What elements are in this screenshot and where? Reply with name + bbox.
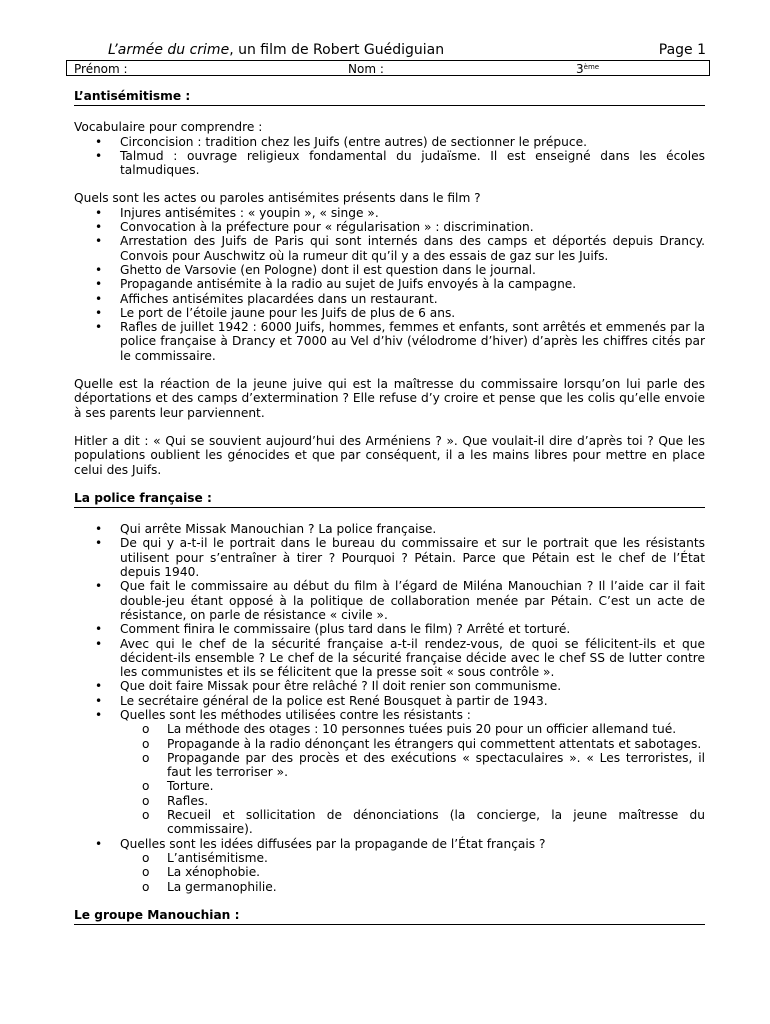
list-item: • De qui y a-t-il le portrait dans le bureau du commissaire et sur le portrait que les résistants utilisent pour s’entraîner à tirer ? Pourquoi ? Pétain. Parce que Pétain est le chef de l’État depuis 1940. bbox=[74, 536, 705, 579]
page-number: Page 1 bbox=[658, 42, 706, 58]
film-title bbox=[108, 42, 444, 58]
list-item: • Propagande antisémite à la radio au sujet de Juifs envoyés à la campagne. bbox=[74, 277, 705, 291]
classe-label bbox=[576, 61, 599, 77]
acts-list bbox=[74, 206, 705, 363]
list-item: • Rafles de juillet 1942 : 6000 Juifs, hommes, femmes et enfants, sont arrêtés et emmenés par la police française à Drancy et 7000 au Vel d’hiv (vélodrome d’hiver) d’après les chiffres cités par le commissaire. bbox=[74, 320, 705, 363]
sub-list-item: o La xénophobie. bbox=[74, 865, 705, 879]
list-item: • Qui arrête Missak Manouchian ? La police française. bbox=[74, 522, 705, 536]
section-title-antisemitisme: L’antisémitisme : bbox=[74, 89, 705, 106]
sub-list-item: o Torture. bbox=[74, 779, 705, 793]
vocab-item: • Talmud : ouvrage religieux fondamental du judaïsme. Il est enseigné dans les écoles talmudiques. bbox=[74, 149, 705, 178]
list-item: • Que doit faire Missak pour être relâché ? Il doit renier son communisme. bbox=[74, 679, 705, 693]
list-item: • Convocation à la préfecture pour « régularisation » : discrimination. bbox=[74, 220, 705, 234]
vocab-list bbox=[74, 135, 705, 178]
list-item: • Injures antisémites : « youpin », « singe ». bbox=[74, 206, 705, 220]
police-list bbox=[74, 522, 705, 894]
question-hitler: Hitler a dit : « Qui se souvient aujourd’hui des Arméniens ? ». Que voulait-il dire d’après toi ? Que les populations oublient les génocides et que par conséquent, il a les mains libres pour mettre en place celui des Juifs. bbox=[74, 433, 705, 477]
methods-question: Quelles sont les méthodes utilisées contre les résistants : bbox=[120, 707, 471, 722]
sub-list-item: o La germanophilie. bbox=[74, 880, 705, 894]
list-item: • Ghetto de Varsovie (en Pologne) dont il est question dans le journal. bbox=[74, 263, 705, 277]
sub-list-item: o Propagande par des procès et des exécutions « spectaculaires ». « Les terroristes, il faut les terroriser ». bbox=[74, 751, 705, 780]
list-item: • Comment finira le commissaire (plus tard dans le film) ? Arrêté et torturé. bbox=[74, 622, 705, 636]
classe-sup: ème bbox=[583, 63, 600, 71]
list-item: • Que fait le commissaire au début du film à l’égard de Miléna Manouchian ? Il l’aide car il fait double-jeu étant opposé à la politique de collaboration menée par Pétain. C’est un acte de résistance, on parle de résistance « civile ». bbox=[74, 579, 705, 622]
sub-list-item: o Propagande à la radio dénonçant les étrangers qui commettent attentats et sabotages. bbox=[74, 737, 705, 751]
sub-list-item: o La méthode des otages : 10 personnes tuées puis 20 pour un officier allemand tué. bbox=[74, 722, 705, 736]
list-item: • Arrestation des Juifs de Paris qui sont internés dans des camps et déportés depuis Drancy. Convois pour Auschwitz où la rumeur dit qu’il y a des essais de gaz sur les Juifs. bbox=[74, 234, 705, 263]
nom-label: Nom : bbox=[348, 62, 384, 76]
prenom-label: Prénom : bbox=[74, 62, 128, 76]
sub-list-item: o L’antisémitisme. bbox=[74, 851, 705, 865]
list-item: • Le secrétaire général de la police est René Bousquet à partir de 1943. bbox=[74, 694, 705, 708]
classe-value: 3 bbox=[576, 62, 584, 76]
ideas-question: Quelles sont les idées diffusées par la propagande de l’État français ? bbox=[120, 836, 546, 851]
list-item: • Affiches antisémites placardées dans un restaurant. bbox=[74, 292, 705, 306]
student-info-box bbox=[66, 60, 710, 76]
ideas-list bbox=[120, 851, 705, 894]
sub-list-item: o Recueil et sollicitation de dénonciations (la concierge, la jeune maîtresse du commissaire). bbox=[74, 808, 705, 837]
vocab-item: • Circoncision : tradition chez les Juifs (entre autres) de sectionner le prépuce. bbox=[74, 135, 705, 149]
list-item: • Avec qui le chef de la sécurité française a-t-il rendez-vous, de quoi se félicitent-ils et que décident-ils ensemble ? Le chef de la sécurité française décide avec le chef SS de lutter contre les communistes et ils se félicitent que la presse soit « sous contrôle ». bbox=[74, 637, 705, 680]
section-title-groupe: Le groupe Manouchian : bbox=[74, 908, 705, 925]
question-acts: Quels sont les actes ou paroles antisémites présents dans le film ? bbox=[74, 191, 481, 206]
vocab-intro: Vocabulaire pour comprendre : bbox=[74, 120, 263, 135]
methods-list bbox=[120, 722, 705, 836]
document-body bbox=[74, 89, 705, 939]
list-item: • Le port de l’étoile jaune pour les Juifs de plus de 6 ans. bbox=[74, 306, 705, 320]
section-title-police: La police française : bbox=[74, 491, 705, 508]
film-title-italic: L’armée du crime bbox=[108, 42, 230, 58]
document-header bbox=[108, 40, 708, 60]
sub-list-item: o Rafles. bbox=[74, 794, 705, 808]
question-reaction: Quelle est la réaction de la jeune juive qui est la maîtresse du commissaire lorsqu’on lui parle des déportations et des camps d’extermination ? Elle refuse d’y croire et pense que les colis qu’elle envoie à ses parents leur parviennent. bbox=[74, 377, 705, 420]
list-item-methods bbox=[74, 708, 705, 837]
film-title-rest: , un film de Robert Guédiguian bbox=[229, 42, 445, 58]
list-item-ideas bbox=[74, 837, 705, 894]
